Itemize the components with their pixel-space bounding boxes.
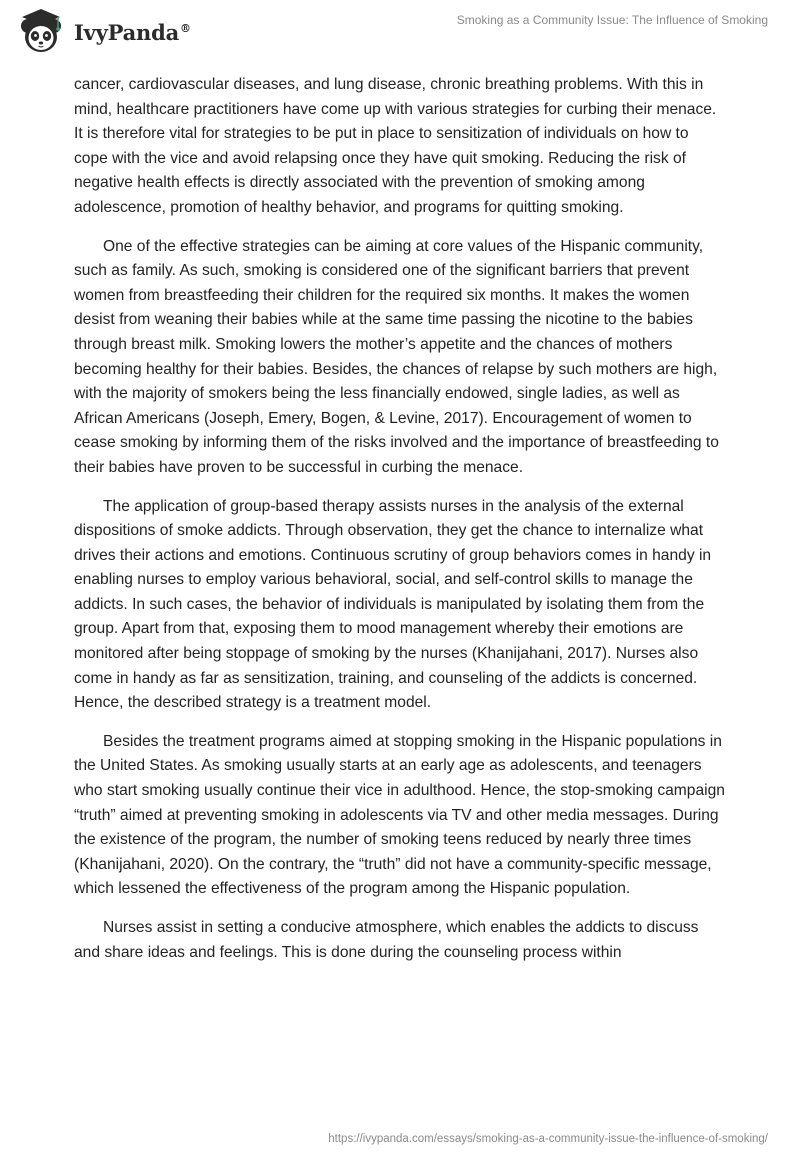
document-title: Smoking as a Community Issue: The Influence of Smoking [456, 13, 768, 27]
source-url-link[interactable]: https://ivypanda.com/essays/smoking-as-a-community-issue-the-influence-of-smoking/ [328, 1133, 768, 1145]
paragraph: One of the effective strategies can be aiming at core values of the Hispanic community, such as family. As such, smoking is considered one of the significant barriers that prevent women from breastfeeding their children for the required six months. It makes the women desist from weaning their babies while at the same time passing the nicotine to the babies through breast milk. Smoking lowers the mother’s appetite and the chances of mothers becoming healthy for their babies. Besides, the chances of relapse by such mothers are high, with the majority of smokers being the less financially endowed, single ladies, as well as African Americans (Joseph, Emery, Bogen, & Levine, 2017). Encouragement of women to cease smoking by informing them of the risks involved and the importance of breastfeeding to their babies have proven to be successful in curbing the menace. [74, 237, 719, 476]
logo-wordmark: IvyPanda [74, 19, 180, 45]
paragraph: Besides the treatment programs aimed at stopping smoking in the Hispanic populations in the United States. As smoking usually starts at an early age as adolescents, and teenagers who start smoking usually continue their vice in adulthood. Hence, the stop-smoking campaign “truth” aimed at preventing smoking in adolescents via TV and other media messages. During the existence of the program, the number of smoking teens reduced by nearly three times (Khanijahani, 2020). On the contrary, the “truth” did not have a community-specific message, which lessened the effectiveness of the program among the Hispanic population. [74, 732, 725, 898]
panda-graduate-icon [14, 6, 68, 56]
logo-text [74, 20, 191, 45]
ivypanda-logo[interactable] [14, 6, 191, 56]
page-header [0, 0, 800, 64]
paragraph: The application of group-based therapy assists nurses in the analysis of the external dispositions of smoke addicts. Through observation, they get the chance to internalize what drives their actions and emotions. Continuous scrutiny of group behaviors comes in handy in enabling nurses to employ various behavioral, social, and self-control skills to manage the addicts. In such cases, the behavior of individuals is manipulated by isolating them from the group. Apart from that, exposing them to mood management whereby their emotions are monitored after being stoppage of smoking by the nurses (Khanijahani, 2017). Nurses also come in handy as far as sensitization, training, and counseling of the addicts is concerned. Hence, the described strategy is a treatment model. [74, 497, 712, 712]
paragraph: cancer, cardiovascular diseases, and lung disease, chronic breathing problems. With this in mind, healthcare practitioners have come up with various strategies for curbing their menace. It is therefore vital for strategies to be put in place to sensitization of individuals on how to cope with the vice and avoid relapsing once they have quit smoking. Reducing the risk of negative health effects is directly associated with the prevention of smoking among adolescence, promotion of healthy behavior, and programs for quitting smoking. [74, 76, 717, 216]
essay-body [74, 73, 726, 979]
registered-mark: ® [180, 21, 191, 35]
paragraph: Nurses assist in setting a conducive atmosphere, which enables the addicts to discuss and share ideas and feelings. This is done during the counseling process within [74, 919, 699, 961]
